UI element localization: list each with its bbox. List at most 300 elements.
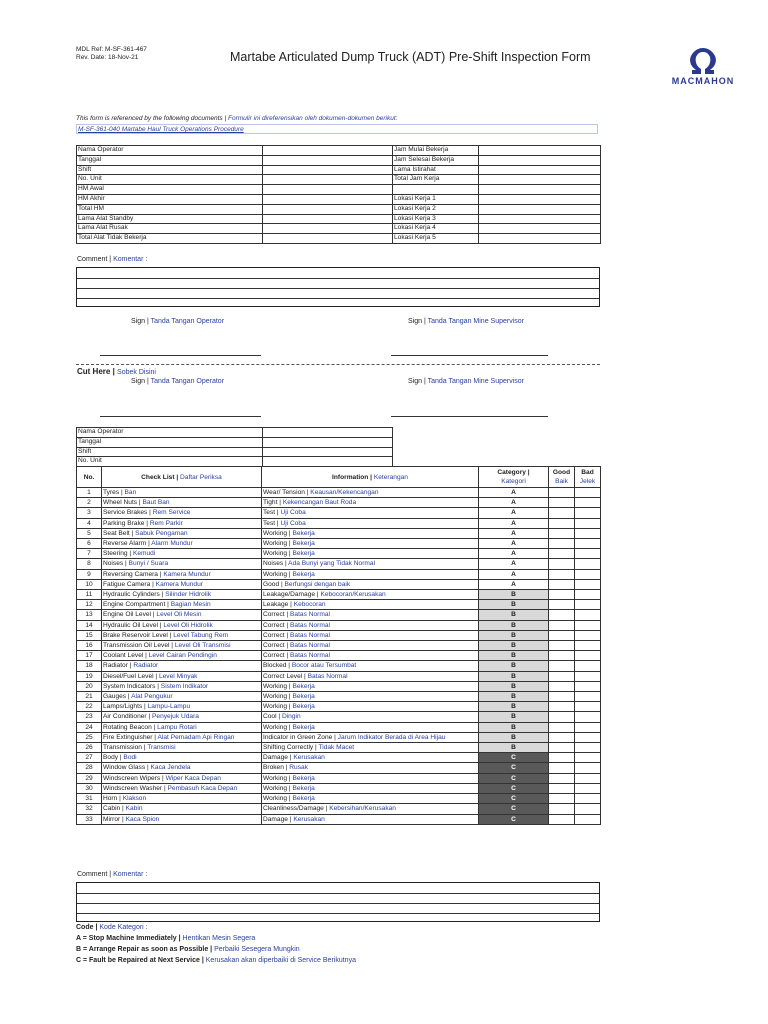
good-checkbox[interactable] (549, 590, 575, 600)
check-item-id: Kemudi (132, 550, 156, 558)
check-item (102, 743, 262, 753)
information-id: Jarum Indikator Berada di Area Hijau (337, 733, 446, 741)
information-en: Correct | (263, 611, 289, 619)
item-number: 9 (77, 569, 102, 579)
bad-checkbox[interactable] (575, 753, 601, 763)
checklist-row (77, 539, 601, 549)
check-item-id: Lampu-Lampu (147, 703, 191, 711)
reference-document-link[interactable]: M-SF-361-040 Martabe Haul Truck Operations Procedure (76, 124, 598, 134)
item-number: 20 (77, 681, 102, 691)
check-item (102, 620, 262, 630)
category-badge: A (479, 539, 549, 549)
item-number: 10 (77, 579, 102, 589)
information-en: Leakage | (263, 601, 292, 609)
check-item (102, 671, 262, 681)
info-value-right[interactable] (479, 165, 601, 175)
unit-info-table (76, 427, 393, 467)
information-en: Working | (263, 540, 291, 548)
item-number: 3 (77, 508, 102, 518)
item-number: 12 (77, 600, 102, 610)
check-item (102, 569, 262, 579)
category-badge: A (479, 528, 549, 538)
category-badge: B (479, 732, 549, 742)
check-item (102, 508, 262, 518)
check-item-en: Body | (103, 754, 122, 762)
bad-checkbox[interactable] (575, 630, 601, 640)
check-item-en: Cabin | (103, 805, 124, 813)
check-item-en: Gauges | (103, 693, 130, 701)
information-id: Batas Normal (290, 652, 330, 660)
bad-checkbox[interactable] (575, 610, 601, 620)
information-id: Batas Normal (290, 642, 330, 650)
legend-a-en: A = Stop Machine Immediately | (76, 935, 181, 942)
info-value-right[interactable] (479, 194, 601, 204)
check-item (102, 641, 262, 651)
information-id: Uji Coba (280, 519, 306, 527)
col-category (479, 467, 549, 488)
checklist-row (77, 773, 601, 783)
bad-checkbox[interactable] (575, 732, 601, 742)
bad-checkbox[interactable] (575, 814, 601, 824)
information-en: Test | (263, 519, 279, 527)
item-number: 1 (77, 488, 102, 498)
info-label-right (393, 185, 479, 195)
info-value-right[interactable] (479, 204, 601, 214)
checklist-row (77, 641, 601, 651)
good-checkbox[interactable] (549, 814, 575, 824)
info-value-left[interactable] (263, 185, 393, 195)
checklist-row (77, 814, 601, 824)
item-number: 5 (77, 528, 102, 538)
good-checkbox[interactable] (549, 641, 575, 651)
category-badge: C (479, 794, 549, 804)
information (262, 804, 479, 814)
info-row (77, 214, 601, 224)
category-badge: C (479, 763, 549, 773)
col-category-en: Category | (497, 469, 530, 476)
check-item-id: Level Oli Mesin (156, 611, 202, 619)
information-id: Uji Coba (280, 509, 306, 517)
category-badge: A (479, 549, 549, 559)
bad-checkbox[interactable] (575, 671, 601, 681)
bad-checkbox[interactable] (575, 794, 601, 804)
info-value-left[interactable] (263, 155, 393, 165)
category-badge: B (479, 743, 549, 753)
category-badge: A (479, 559, 549, 569)
category-badge: A (479, 518, 549, 528)
information-id: Batas Normal (290, 611, 330, 619)
info-value-left[interactable] (263, 175, 393, 185)
category-badge: B (479, 590, 549, 600)
information-en: Correct | (263, 642, 289, 650)
information-id: Bekerja (292, 529, 315, 537)
checklist-row (77, 488, 601, 498)
cut-here-label (77, 367, 156, 376)
bad-checkbox[interactable] (575, 763, 601, 773)
info-value-right[interactable] (479, 224, 601, 234)
information (262, 641, 479, 651)
information (262, 794, 479, 804)
information-en: Blocked | (263, 662, 291, 670)
bad-checkbox[interactable] (575, 488, 601, 498)
check-item-id: Silinder Hidrolik (165, 591, 211, 599)
bad-checkbox[interactable] (575, 712, 601, 722)
item-number: 19 (77, 671, 102, 681)
col-checklist-id: Daftar Periksa (180, 473, 222, 481)
col-no: No. (77, 467, 102, 488)
bad-checkbox[interactable] (575, 692, 601, 702)
information-id: Bocor atau Tersumbat (291, 662, 357, 670)
checklist-row (77, 630, 601, 640)
checklist-row (77, 702, 601, 712)
omega-logo-icon (668, 46, 738, 76)
info-label-right: Lokasi Kerja 3 (393, 214, 479, 224)
check-item-id: Level Minyak (158, 672, 198, 680)
col-good-id: Baik (555, 478, 568, 485)
good-checkbox[interactable] (549, 549, 575, 559)
information (262, 559, 479, 569)
info-value-right[interactable] (479, 234, 601, 244)
col-information-en: Information | (332, 473, 372, 481)
info-value-right[interactable] (479, 175, 601, 185)
info-label-left: HM Awal (77, 185, 263, 195)
info-value-right[interactable] (479, 185, 601, 195)
unit-info-value[interactable] (263, 447, 393, 457)
info-row (77, 185, 601, 195)
good-checkbox[interactable] (549, 753, 575, 763)
bad-checkbox[interactable] (575, 620, 601, 630)
supervisor-signature-line[interactable] (391, 355, 548, 356)
checklist-row (77, 753, 601, 763)
good-checkbox[interactable] (549, 794, 575, 804)
information-en: Good | (263, 580, 283, 588)
good-checkbox[interactable] (549, 783, 575, 793)
good-checkbox[interactable] (549, 681, 575, 691)
comment-box-2[interactable] (76, 882, 600, 922)
legend-title (76, 922, 356, 933)
bad-checkbox[interactable] (575, 508, 601, 518)
info-label-left: Tanggal (77, 155, 263, 165)
checklist-row (77, 549, 601, 559)
good-checkbox[interactable] (549, 579, 575, 589)
check-item-id: Bunyi / Suara (128, 560, 169, 568)
good-checkbox[interactable] (549, 763, 575, 773)
info-label-left: Total HM (77, 204, 263, 214)
item-number: 31 (77, 794, 102, 804)
good-checkbox[interactable] (549, 488, 575, 498)
check-item-en: Radiator | (103, 662, 132, 670)
good-checkbox[interactable] (549, 630, 575, 640)
col-bad (575, 467, 601, 488)
information-id: Ada Bunyi yang Tidak Normal (288, 560, 376, 568)
checklist-row (77, 743, 601, 753)
check-item-en: Service Brakes | (103, 509, 151, 517)
bad-checkbox[interactable] (575, 518, 601, 528)
information (262, 630, 479, 640)
legend-b-id: Perbaiki Sesegera Mungkin (214, 946, 300, 953)
col-information-id: Keterangan (373, 473, 408, 481)
bad-checkbox[interactable] (575, 590, 601, 600)
information-id: Batas Normal (290, 621, 330, 629)
check-item (102, 753, 262, 763)
good-checkbox[interactable] (549, 600, 575, 610)
info-label-left: Lama Alat Rusak (77, 224, 263, 234)
info-value-right[interactable] (479, 146, 601, 156)
item-number: 2 (77, 498, 102, 508)
comment-label-id-2: Komentar : (113, 871, 148, 878)
comment-box[interactable] (76, 267, 600, 307)
check-item-en: Noises | (103, 560, 127, 568)
unit-info-label: No. Unit (77, 457, 263, 467)
unit-info-value[interactable] (263, 437, 393, 447)
bad-checkbox[interactable] (575, 641, 601, 651)
col-checklist-en: Check List | (141, 473, 179, 481)
good-checkbox[interactable] (549, 773, 575, 783)
information-id: Bekerja (292, 774, 315, 782)
comment-label (77, 256, 147, 263)
information-id: Bekerja (292, 550, 315, 558)
col-bad-en: Bad (581, 469, 594, 476)
checklist-row (77, 692, 601, 702)
good-checkbox[interactable] (549, 651, 575, 661)
info-value-left[interactable] (263, 194, 393, 204)
check-item-en: Air Conditioner | (103, 713, 151, 721)
information-id: Kebersihan/Kerusakan (329, 805, 396, 813)
good-checkbox[interactable] (549, 528, 575, 538)
bad-checkbox[interactable] (575, 600, 601, 610)
legend-c (76, 955, 356, 966)
info-label-right: Lokasi Kerja 4 (393, 224, 479, 234)
bad-checkbox[interactable] (575, 549, 601, 559)
supervisor-sign-label-2 (408, 378, 524, 385)
good-checkbox[interactable] (549, 712, 575, 722)
information (262, 681, 479, 691)
info-label-right: Lokasi Kerja 2 (393, 204, 479, 214)
category-badge: B (479, 600, 549, 610)
bad-checkbox[interactable] (575, 661, 601, 671)
item-number: 23 (77, 712, 102, 722)
information (262, 692, 479, 702)
category-badge: B (479, 610, 549, 620)
info-row (77, 155, 601, 165)
category-badge: C (479, 773, 549, 783)
unit-info-row (77, 428, 393, 438)
category-badge: A (479, 498, 549, 508)
info-value-left[interactable] (263, 146, 393, 156)
check-item-en: Horn | (103, 795, 121, 803)
operator-signature-line-2[interactable] (100, 416, 261, 417)
check-item (102, 498, 262, 508)
legend-code-en: Code | (76, 924, 98, 931)
bad-checkbox[interactable] (575, 559, 601, 569)
check-item (102, 773, 262, 783)
check-item-en: Parking Brake | (103, 519, 148, 527)
bad-checkbox[interactable] (575, 783, 601, 793)
macmahon-logo (668, 46, 738, 88)
bad-checkbox[interactable] (575, 528, 601, 538)
item-number: 18 (77, 661, 102, 671)
check-item-en: Fatigue Camera | (103, 580, 154, 588)
operator-signature-line[interactable] (100, 355, 261, 356)
information (262, 783, 479, 793)
legend-c-id: Kerusakan akan diperbaiki di Service Berikutnya (205, 957, 356, 964)
check-item (102, 610, 262, 620)
check-item-en: Mirror | (103, 815, 124, 823)
good-checkbox[interactable] (549, 569, 575, 579)
bad-checkbox[interactable] (575, 498, 601, 508)
good-checkbox[interactable] (549, 620, 575, 630)
checklist-row (77, 569, 601, 579)
information-en: Wear/ Tension | (263, 489, 309, 496)
bad-checkbox[interactable] (575, 702, 601, 712)
bad-checkbox[interactable] (575, 722, 601, 732)
legend-a (76, 933, 356, 944)
good-checkbox[interactable] (549, 559, 575, 569)
info-value-left[interactable] (263, 214, 393, 224)
legend-a-id: Hentikan Mesin Segera (182, 935, 256, 942)
check-item (102, 712, 262, 722)
check-item-en: Fire Extinguisher | (103, 733, 157, 741)
supervisor-sign-id-2: Tanda Tangan Mine Supervisor (427, 378, 524, 385)
good-checkbox[interactable] (549, 722, 575, 732)
category-badge: B (479, 712, 549, 722)
info-value-right[interactable] (479, 155, 601, 165)
info-label-left: Total Alat Tidak Bekerja (77, 234, 263, 244)
information (262, 753, 479, 763)
information-id: Batas Normal (307, 672, 348, 680)
comment-label-2 (77, 871, 147, 878)
operator-info-table (76, 145, 601, 244)
information-en: Indicator in Green Zone | (263, 733, 336, 741)
information (262, 488, 479, 498)
good-checkbox[interactable] (549, 539, 575, 549)
bad-checkbox[interactable] (575, 539, 601, 549)
information-en: Working | (263, 774, 291, 782)
item-number: 30 (77, 783, 102, 793)
information (262, 702, 479, 712)
reference-note (76, 115, 397, 122)
info-value-right[interactable] (479, 214, 601, 224)
information (262, 600, 479, 610)
info-label-right: Jam Mulai Bekerja (393, 146, 479, 156)
info-value-left[interactable] (263, 165, 393, 175)
unit-info-value[interactable] (263, 428, 393, 438)
information-id: Bekerja (292, 703, 315, 711)
checklist-row (77, 763, 601, 773)
bad-checkbox[interactable] (575, 743, 601, 753)
good-checkbox[interactable] (549, 732, 575, 742)
item-number: 7 (77, 549, 102, 559)
supervisor-signature-line-2[interactable] (391, 416, 548, 417)
information-en: Working | (263, 550, 291, 558)
info-label-right: Total Jam Kerja (393, 175, 479, 185)
checklist-row (77, 559, 601, 569)
check-item-id: Sabuk Pengaman (135, 529, 188, 537)
item-number: 25 (77, 732, 102, 742)
bad-checkbox[interactable] (575, 681, 601, 691)
bad-checkbox[interactable] (575, 804, 601, 814)
item-number: 26 (77, 743, 102, 753)
information-id: Kekencangan Baut Roda (282, 499, 357, 507)
operator-sign-en-2: Sign | (131, 378, 149, 385)
legend-b-en: B = Arrange Repair as soon as Possible | (76, 946, 213, 953)
bad-checkbox[interactable] (575, 651, 601, 661)
information-en: Correct | (263, 621, 289, 629)
comment-label-en: Comment | (77, 256, 112, 263)
check-item-en: Engine Compartment | (103, 601, 169, 609)
information-id: Bekerja (292, 693, 315, 701)
operator-sign-label (131, 318, 224, 325)
good-checkbox[interactable] (549, 692, 575, 702)
good-checkbox[interactable] (549, 518, 575, 528)
operator-sign-id-2: Tanda Tangan Operator (150, 378, 225, 385)
info-value-left[interactable] (263, 204, 393, 214)
col-category-id: Kategori (501, 478, 526, 485)
check-item-id: Sistem Indikator (160, 682, 209, 690)
good-checkbox[interactable] (549, 610, 575, 620)
good-checkbox[interactable] (549, 702, 575, 712)
good-checkbox[interactable] (549, 661, 575, 671)
information-en: Working | (263, 570, 291, 578)
item-number: 32 (77, 804, 102, 814)
info-value-left[interactable] (263, 234, 393, 244)
item-number: 15 (77, 630, 102, 640)
check-item-en: Hydraulic Oil Level | (103, 621, 162, 629)
info-label-right: Jam Selesai Bekerja (393, 155, 479, 165)
check-item-id: Kaca Jendela (150, 764, 191, 772)
category-badge: C (479, 753, 549, 763)
comment-label-id: Komentar : (113, 256, 148, 263)
supervisor-sign-id: Tanda Tangan Mine Supervisor (427, 318, 524, 325)
check-item-id: Kaca Spion (125, 815, 160, 823)
check-item-id: Ban (124, 489, 137, 496)
good-checkbox[interactable] (549, 508, 575, 518)
information (262, 743, 479, 753)
info-value-left[interactable] (263, 224, 393, 234)
good-checkbox[interactable] (549, 498, 575, 508)
bad-checkbox[interactable] (575, 579, 601, 589)
check-item-en: Rotating Beacon | (103, 723, 156, 731)
check-item (102, 559, 262, 569)
bad-checkbox[interactable] (575, 569, 601, 579)
category-badge: C (479, 783, 549, 793)
information-en: Tight | (263, 499, 281, 507)
good-checkbox[interactable] (549, 671, 575, 681)
check-item-en: Window Glass | (103, 764, 149, 772)
check-item (102, 732, 262, 742)
information-en: Broken | (263, 764, 288, 772)
good-checkbox[interactable] (549, 804, 575, 814)
check-item-id: Pembasuh Kaca Depan (167, 784, 238, 792)
check-item-id: Level Oli Hidrolik (163, 621, 213, 629)
info-label-left: HM Akhir (77, 194, 263, 204)
check-item-en: Engine Oil Level | (103, 611, 155, 619)
unit-info-label: Tanggal (77, 437, 263, 447)
legend-c-en: C = Fault be Repaired at Next Service | (76, 957, 204, 964)
information-en: Correct Level | (263, 672, 306, 680)
check-item-id: Rem Parkir (149, 519, 183, 527)
check-item-id: Alarm Mundur (151, 540, 193, 548)
bad-checkbox[interactable] (575, 773, 601, 783)
information (262, 732, 479, 742)
information (262, 498, 479, 508)
category-legend (76, 922, 356, 966)
check-item-id: Transmisi (147, 744, 176, 752)
check-item-en: Seat Belt | (103, 529, 134, 537)
good-checkbox[interactable] (549, 743, 575, 753)
check-item-id: Kamera Mundur (155, 580, 203, 588)
check-item (102, 518, 262, 528)
